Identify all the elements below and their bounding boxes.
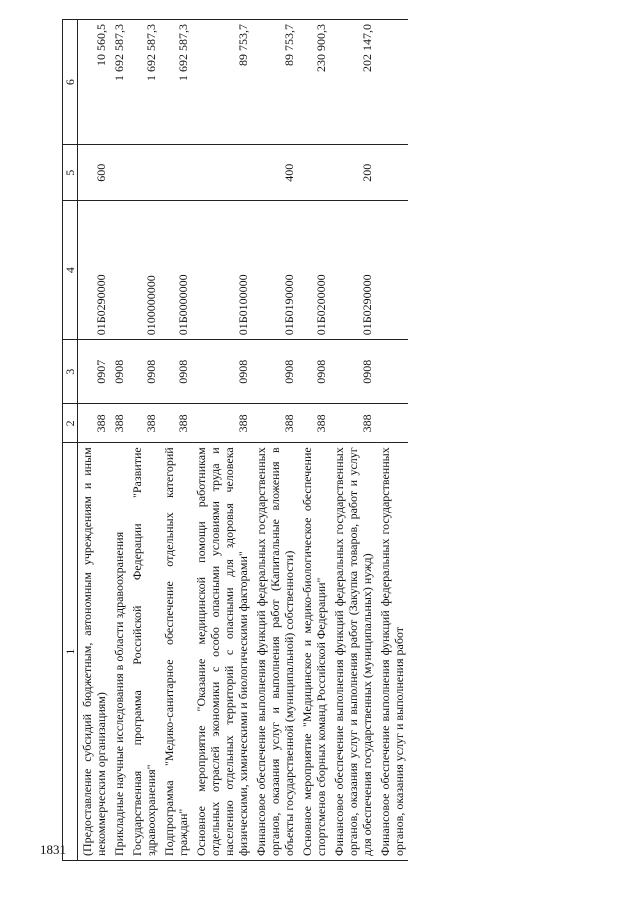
header-col-3: 3	[63, 340, 78, 404]
page-number: 1831	[40, 842, 66, 857]
table-row	[128, 20, 160, 861]
table-row	[298, 20, 330, 861]
row-target-code: 01Б0200000	[298, 201, 330, 340]
table-row	[376, 20, 408, 861]
row-expense-type	[298, 145, 330, 201]
row-amount: 202 147,0	[330, 20, 376, 145]
row-ministry-code: 388	[110, 404, 128, 443]
row-description: Финансовое обеспечение выполнения функций федеральных государственных органов, оказания услуг и выполнения работ (Капитальные вложения в объекты государственной (муниципальной) собственности)	[252, 443, 298, 861]
row-ministry-code: 388	[252, 404, 298, 443]
table-row	[110, 20, 128, 861]
row-ministry-code: 388	[128, 404, 160, 443]
header-col-2: 2	[63, 404, 78, 443]
row-description: Подпрограмма "Медико-санитарное обеспечение отдельных категорий граждан"	[160, 443, 192, 861]
row-ministry-code: 388	[192, 404, 252, 443]
row-description: (Предоставление субсидий бюджетным, автономным учреждениям и иным некоммерческим организациям)	[78, 443, 111, 861]
table-row	[330, 20, 376, 861]
row-target-code: 01Б0290000	[330, 201, 376, 340]
row-expense-type	[192, 145, 252, 201]
row-description: Финансовое обеспечение выполнения функций федеральных государственных органов, оказания услуг и выполнения работ (Закупка товаров, работ и услуг для обеспечения государственных (муниципальных) нужд)	[330, 443, 376, 861]
row-section-code: 0908	[128, 340, 160, 404]
row-ministry-code: 388	[330, 404, 376, 443]
row-amount	[376, 20, 408, 145]
row-amount: 89 753,7	[252, 20, 298, 145]
row-target-code: 01Б0190000	[252, 201, 298, 340]
row-ministry-code: 388	[160, 404, 192, 443]
budget-table	[62, 19, 408, 861]
row-section-code: 0908	[192, 340, 252, 404]
row-expense-type	[128, 145, 160, 201]
row-amount: 10 560,5	[78, 20, 111, 145]
row-section-code	[376, 340, 408, 404]
row-expense-type: 600	[78, 145, 111, 201]
header-col-4: 4	[63, 201, 78, 340]
row-expense-type	[376, 145, 408, 201]
row-target-code: 01Б0290000	[78, 201, 111, 340]
row-expense-type: 400	[252, 145, 298, 201]
row-expense-type: 200	[330, 145, 376, 201]
table-row	[160, 20, 192, 861]
row-amount: 1 692 587,3	[128, 20, 160, 145]
row-section-code: 0908	[252, 340, 298, 404]
row-description: Прикладные научные исследования в области здравоохранения	[110, 443, 128, 861]
row-section-code: 0908	[330, 340, 376, 404]
row-description: Финансовое обеспечение выполнения функций федеральных государственных органов, оказания услуг и выполнения работ	[376, 443, 408, 861]
row-target-code: 0100000000	[128, 201, 160, 340]
row-section-code: 0908	[110, 340, 128, 404]
table-body	[78, 20, 409, 861]
header-col-6: 6	[63, 20, 78, 145]
header-row	[63, 20, 78, 861]
row-expense-type	[160, 145, 192, 201]
row-target-code	[110, 201, 128, 340]
row-target-code	[376, 201, 408, 340]
table-row	[252, 20, 298, 861]
row-ministry-code: 388	[298, 404, 330, 443]
row-expense-type	[110, 145, 128, 201]
table-row	[78, 20, 111, 861]
row-amount: 89 753,7	[192, 20, 252, 145]
header-col-5: 5	[63, 145, 78, 201]
row-section-code: 0908	[298, 340, 330, 404]
table-row	[192, 20, 252, 861]
row-target-code: 01Б0000000	[160, 201, 192, 340]
row-amount: 230 900,3	[298, 20, 330, 145]
header-col-1: 1	[63, 443, 78, 861]
row-description: Основное мероприятие "Оказание медицинской помощи работникам отдельных отраслей экономики с особо опасными условиями труда и населению отдельных территорий с опасными для здоровья человека физическими, химическими и биологическими факторами"	[192, 443, 252, 861]
row-section-code: 0907	[78, 340, 111, 404]
row-amount: 1 692 587,3	[160, 20, 192, 145]
row-ministry-code: 388	[78, 404, 111, 443]
row-ministry-code	[376, 404, 408, 443]
row-section-code: 0908	[160, 340, 192, 404]
row-description: Государственная программа Российской Федерации "Развитие здравоохранения"	[128, 443, 160, 861]
row-description: Основное мероприятие "Медицинское и медико-биологическое обеспечение спортсменов сборных команд Российской Федерации"	[298, 443, 330, 861]
row-amount: 1 692 587,3	[110, 20, 128, 145]
row-target-code: 01Б0100000	[192, 201, 252, 340]
